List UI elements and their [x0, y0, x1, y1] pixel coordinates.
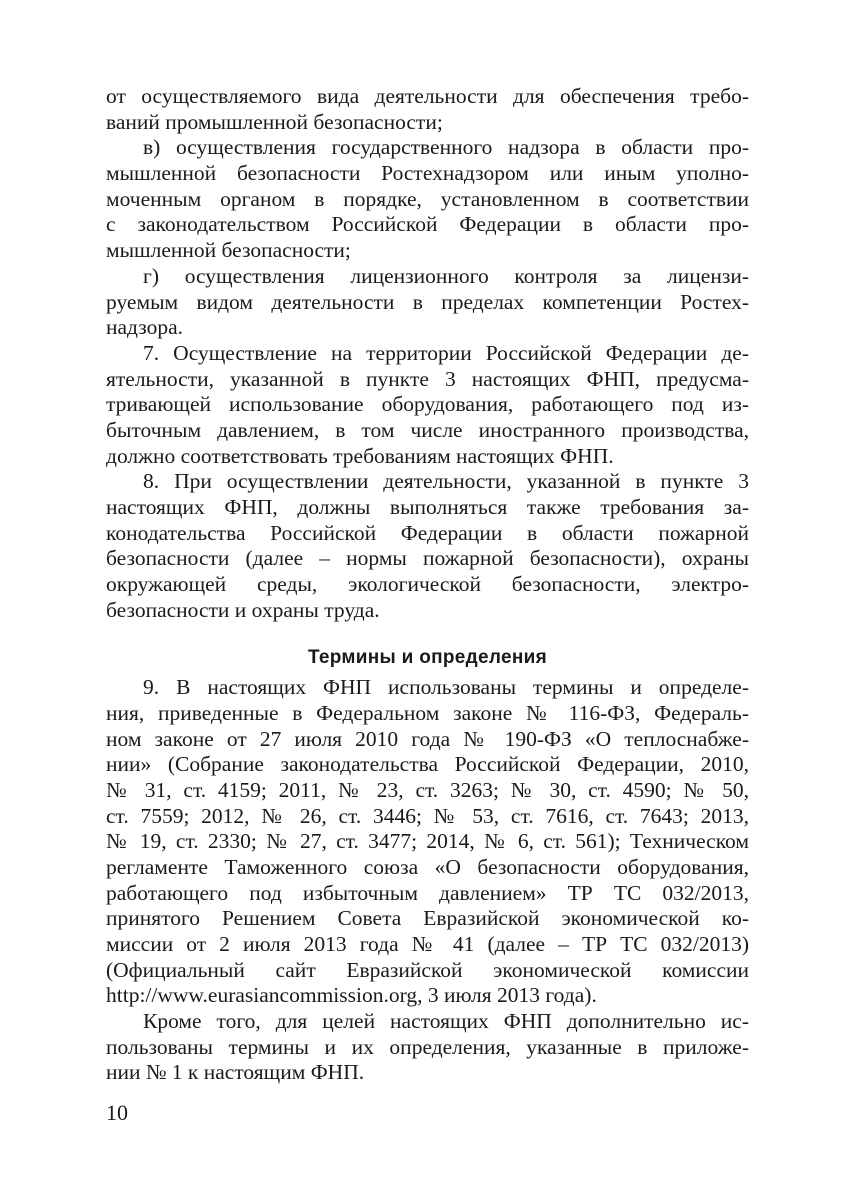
page-number: 10 [106, 1100, 128, 1125]
paragraph-item-v [106, 135, 749, 263]
text-line: мышленной безопасности Ростехнадзором или иным уполно- [106, 161, 749, 186]
text-line: безопасности (далее – нормы пожарной безопасности), охраны [106, 546, 749, 571]
text-line: Кроме того, для целей настоящих ФНП дополнительно ис- [143, 1009, 749, 1034]
paragraph-clause-7 [106, 341, 749, 469]
text-line: нии» (Собрание законодательства Российской Федерации, 2010, [106, 752, 749, 777]
text-line: 7. Осуществление на территории Российской Федерации де- [143, 340, 749, 365]
text-line: руемым видом деятельности в пределах компетенции Ростех- [106, 289, 749, 314]
paragraph-clause-8 [106, 469, 749, 623]
page-body [106, 84, 749, 1086]
text-line: http://www.eurasiancommission.org, 3 июля 2013 года). [106, 983, 597, 1008]
text-line: надзора. [106, 315, 184, 340]
text-line: принятого Решением Совета Евразийской экономической ко- [106, 906, 749, 931]
text-line: быточным давлением, в том числе иностранного производства, [106, 417, 749, 442]
text-line: окружающей среды, экологической безопасности, электро- [106, 572, 749, 597]
text-line: № 31, ст. 4159; 2011, № 23, ст. 3263; № 30, ст. 4590; № 50, [106, 777, 749, 802]
paragraph-continuation [106, 84, 749, 135]
text-line: конодательства Российской Федерации в области пожарной [106, 520, 749, 545]
text-line: нии № 1 к настоящим ФНП. [106, 1060, 365, 1085]
text-line: 8. При осуществлении деятельности, указанной в пункте 3 [143, 469, 749, 494]
text-line: (Официальный сайт Евразийской экономической комиссии [106, 957, 749, 982]
section-heading: Термины и определения [307, 647, 548, 669]
text-line: ваний промышленной безопасности; [106, 109, 443, 134]
text-line: пользованы термины и их определения, указанные в приложе- [106, 1034, 749, 1059]
text-line: настоящих ФНП, должны выполняться также требования за- [106, 495, 749, 519]
text-line: ст. 7559; 2012, № 26, ст. 3446; № 53, ст. 7616, ст. 7643; 2013, [106, 803, 749, 828]
paragraph-item-g [106, 264, 749, 341]
text-line: миссии от 2 июля 2013 года № 41 (далее – ТР ТС 032/2013) [106, 932, 749, 956]
paragraph-clause-9 [106, 675, 749, 1009]
text-line: работающего под избыточным давлением» ТР ТС 032/2013, [106, 880, 749, 905]
text-line: регламенте Таможенного союза «О безопасности оборудования, [106, 854, 749, 879]
text-line: г) осуществления лицензионного контроля за лицензи- [143, 263, 749, 288]
text-line: моченным органом в порядке, установленном в соответствии [106, 186, 749, 211]
text-line: в) осуществления государственного надзора в области про- [143, 135, 749, 160]
text-line: 9. В настоящих ФНП использованы термины и определе- [143, 675, 749, 700]
text-line: тривающей использование оборудования, работающего под из- [106, 392, 749, 417]
text-line: ном законе от 27 июля 2010 года № 190-ФЗ «О теплоснабже- [106, 726, 749, 751]
text-line: с законодательством Российской Федерации в области про- [106, 212, 749, 237]
text-line: от осуществляемого вида деятельности для обеспечения требо- [106, 84, 749, 108]
text-line: мышленной безопасности; [106, 238, 351, 263]
text-line: безопасности и охраны труда. [106, 597, 380, 622]
paragraph-additional-terms [106, 1009, 749, 1086]
text-line: ятельности, указанной в пункте 3 настоящих ФНП, предусма- [106, 366, 749, 391]
text-line: должно соответствовать требованиям настоящих ФНП. [106, 443, 614, 468]
text-line: № 19, ст. 2330; № 27, ст. 3477; 2014, № 6, ст. 561); Техническом [106, 829, 749, 854]
text-line: ния, приведенные в Федеральном законе № 116-ФЗ, Федераль- [106, 700, 749, 725]
